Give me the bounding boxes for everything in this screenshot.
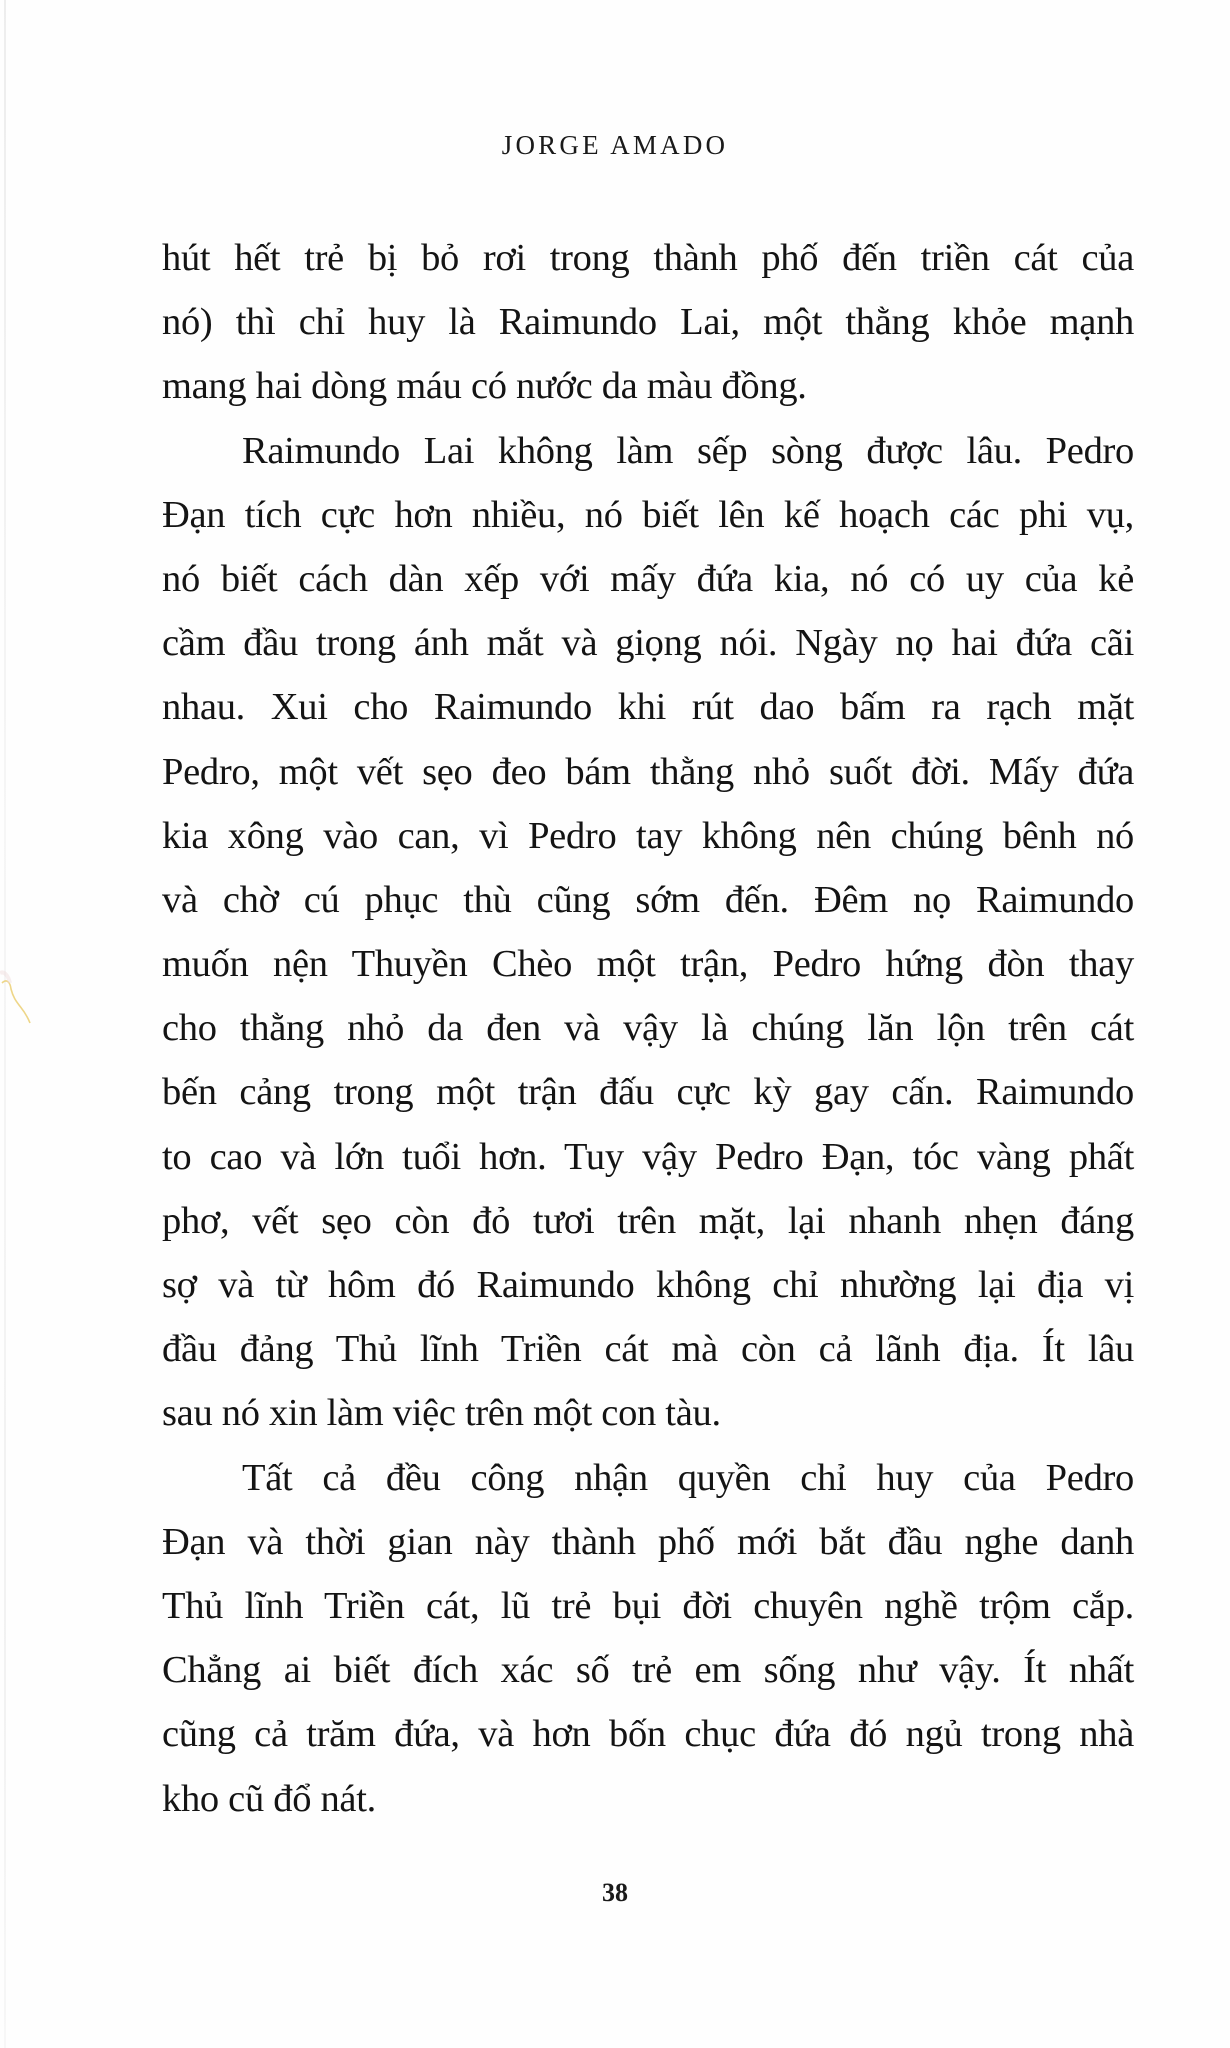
text-line: kia xông vào can, vì Pedro tay không nên chúng bênh nó <box>162 814 1134 857</box>
paragraph <box>162 226 1134 419</box>
page-number: 38 <box>602 1878 628 1907</box>
text-line: kho cũ đổ nát. <box>162 1777 376 1820</box>
text-line: cũng cả trăm đứa, và hơn bốn chục đứa đó ngủ trong nhà <box>162 1713 1134 1756</box>
text-line: sợ và từ hôm đó Raimundo không chỉ nhường lại địa vị <box>162 1264 1134 1306</box>
text-line: Tất cả đều công nhận quyền chỉ huy của Pedro <box>242 1456 1134 1499</box>
text-line: hút hết trẻ bị bỏ rơi trong thành phố đến triền cát của <box>162 237 1134 279</box>
text-line: Đạn tích cực hơn nhiều, nó biết lên kế hoạch các phi vụ, <box>162 493 1134 536</box>
paragraph <box>162 1446 1134 1831</box>
body-text <box>162 226 1134 1831</box>
text-line: Chẳng ai biết đích xác số trẻ em sống như vậy. Ít nhất <box>162 1649 1134 1692</box>
text-line: nhau. Xui cho Raimundo khi rút dao bấm ra rạch mặt <box>162 686 1134 729</box>
text-line: đầu đảng Thủ lĩnh Triền cát mà còn cả lãnh địa. Ít lâu <box>162 1328 1134 1371</box>
paragraph <box>162 419 1134 1446</box>
text-line: nó biết cách dàn xếp với mấy đứa kia, nó có uy của kẻ <box>162 557 1134 600</box>
text-line: và chờ cú phục thù cũng sớm đến. Đêm nọ Raimundo <box>162 878 1134 921</box>
text-line: mang hai dòng máu có nước da màu đồng. <box>162 365 807 408</box>
text-line: nó) thì chỉ huy là Raimundo Lai, một thằng khỏe mạnh <box>162 301 1134 344</box>
paper-stain-mark <box>0 965 36 1035</box>
text-line: muốn nện Thuyền Chèo một trận, Pedro hứng đòn thay <box>162 943 1134 986</box>
text-line: sau nó xin làm việc trên một con tàu. <box>162 1392 721 1435</box>
running-head-author: JORGE AMADO <box>501 130 729 160</box>
text-line: Pedro, một vết sẹo đeo bám thằng nhỏ suốt đời. Mấy đứa <box>162 750 1134 793</box>
text-line: Thủ lĩnh Triền cát, lũ trẻ bụi đời chuyên nghề trộm cắp. <box>162 1584 1134 1627</box>
text-line: cầm đầu trong ánh mắt và giọng nói. Ngày nọ hai đứa cãi <box>162 622 1134 665</box>
text-line: Raimundo Lai không làm sếp sòng được lâu. Pedro <box>242 429 1134 472</box>
text-line: phơ, vết sẹo còn đỏ tươi trên mặt, lại nhanh nhẹn đáng <box>162 1199 1134 1242</box>
text-line: bến cảng trong một trận đấu cực kỳ gay cấn. Raimundo <box>162 1071 1134 1114</box>
text-line: cho thằng nhỏ da đen và vậy là chúng lăn lộn trên cát <box>162 1007 1134 1050</box>
text-line: to cao và lớn tuổi hơn. Tuy vậy Pedro Đạn, tóc vàng phất <box>162 1135 1134 1178</box>
text-line: Đạn và thời gian này thành phố mới bắt đầu nghe danh <box>162 1520 1134 1563</box>
